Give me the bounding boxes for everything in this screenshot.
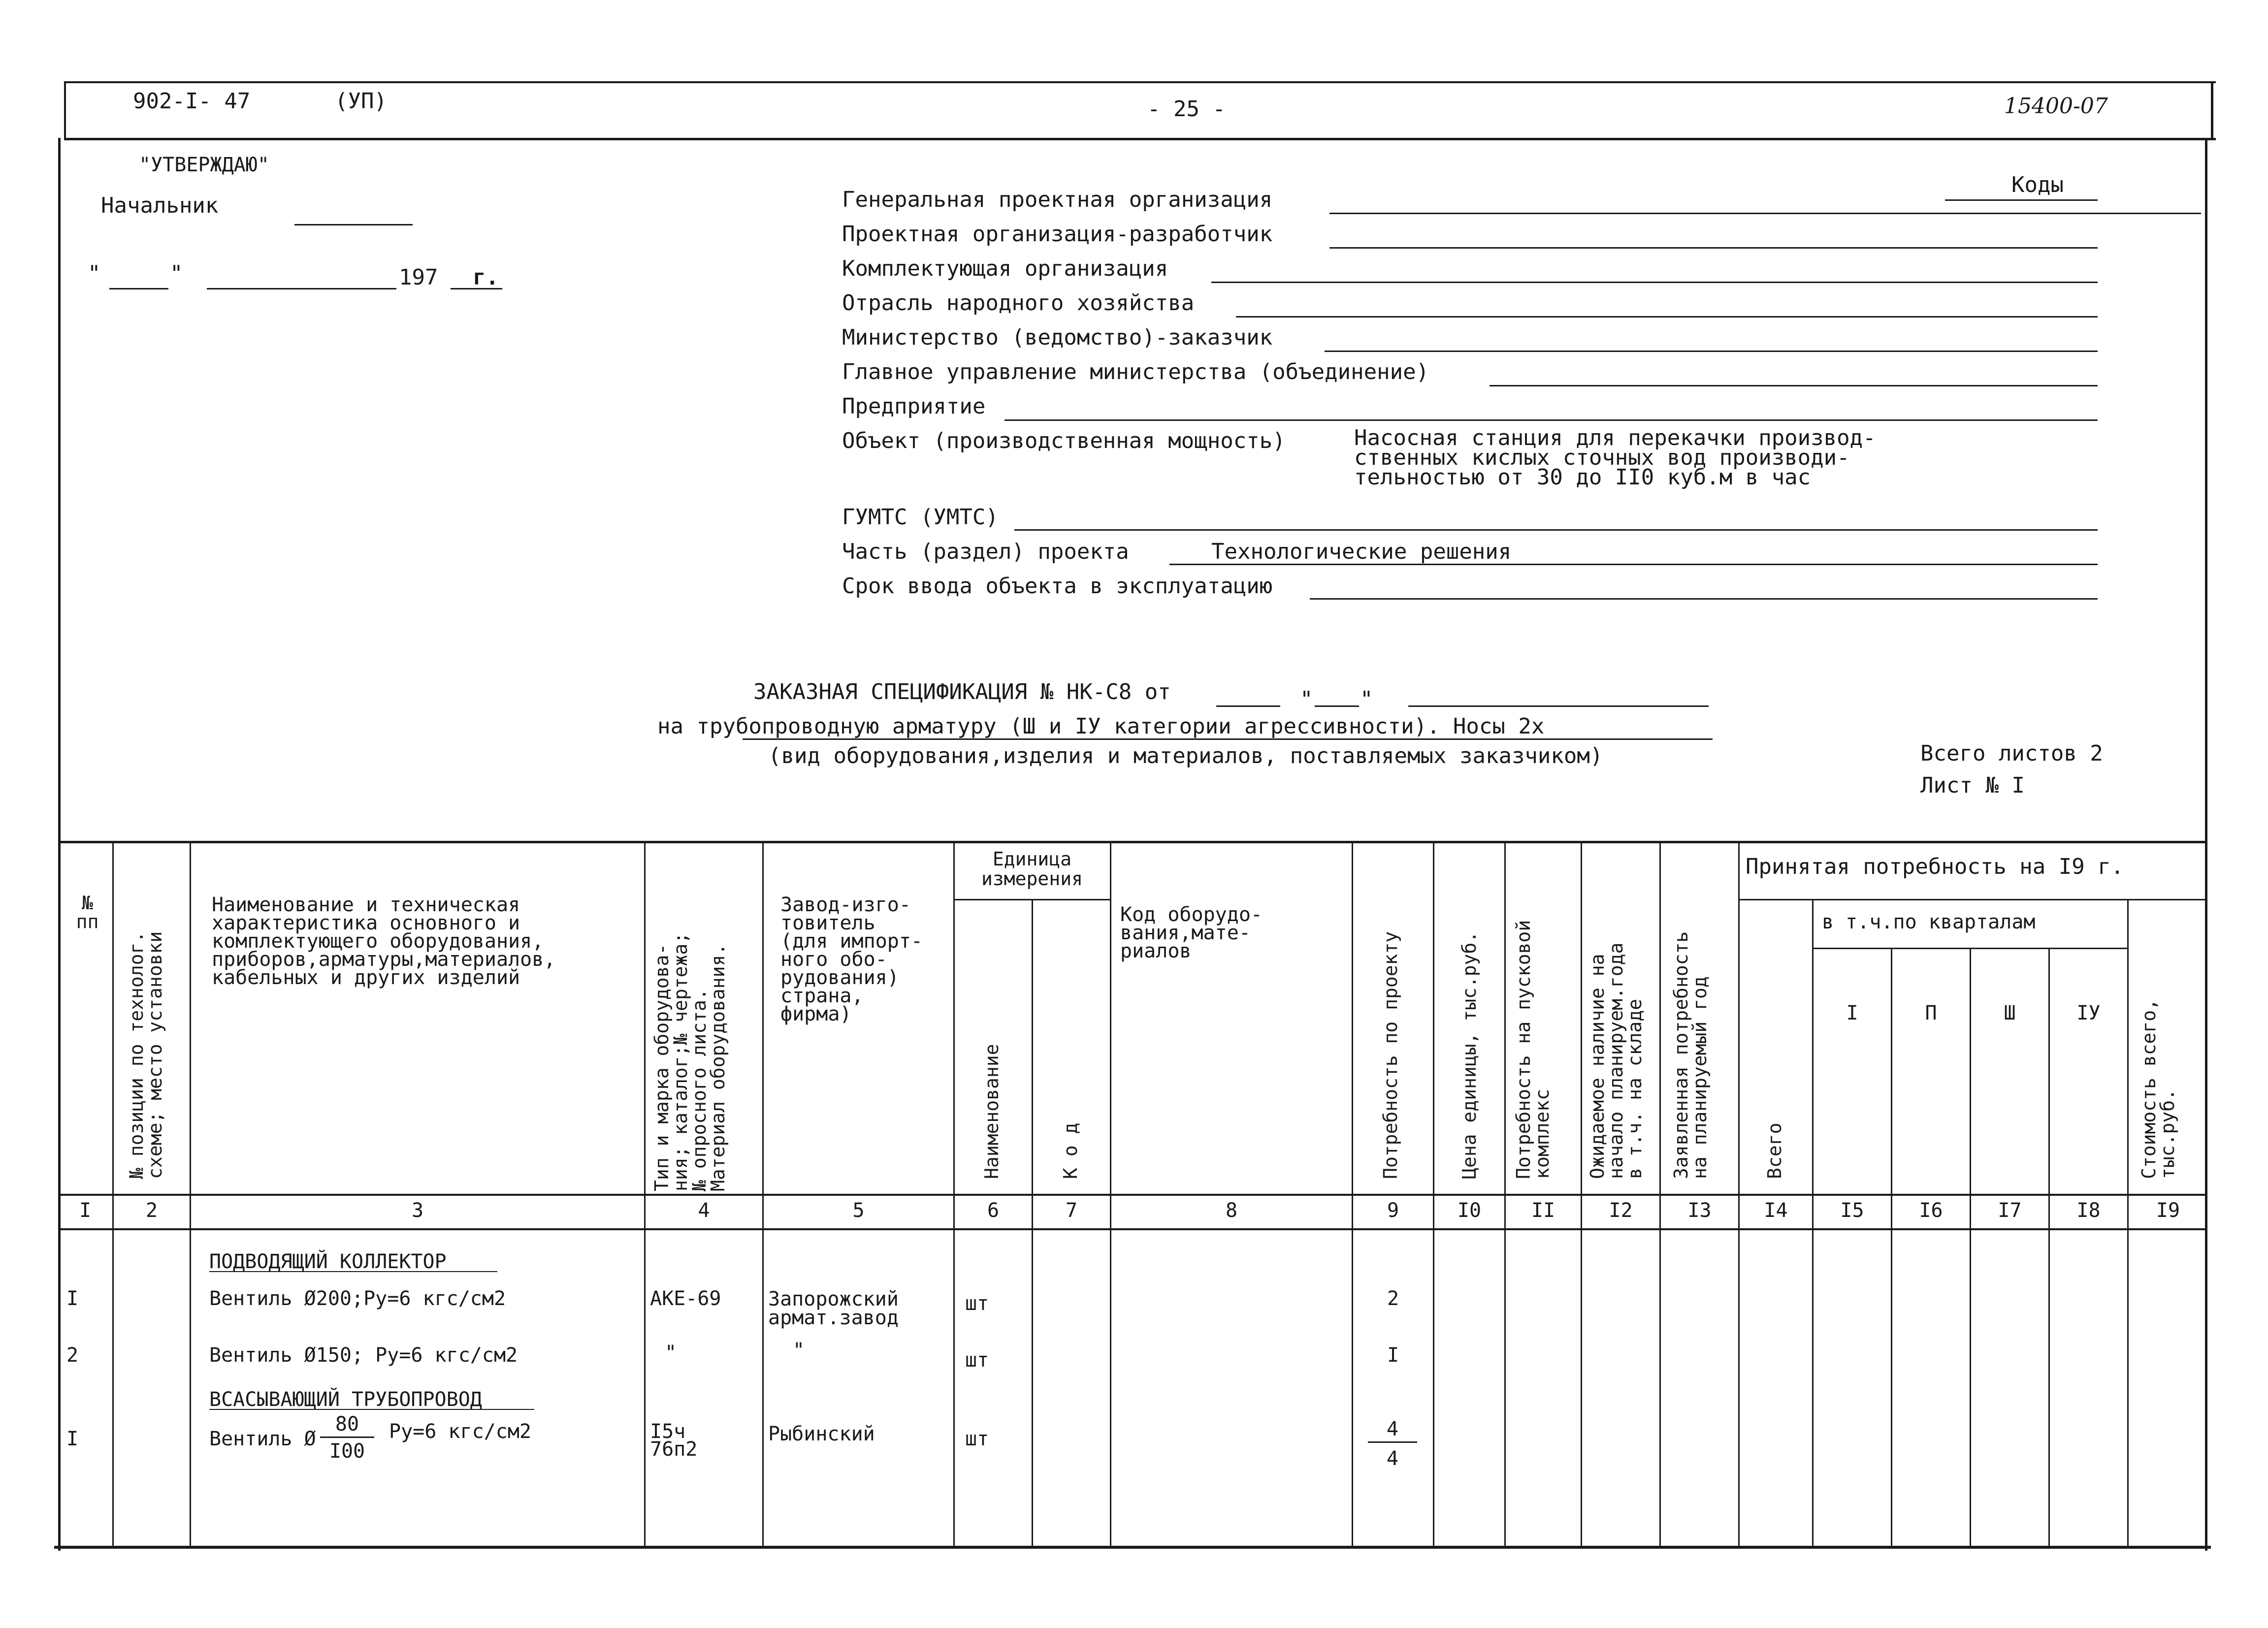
spec-subject: на трубопроводную арматуру (Ш и IУ категории агрессивности). Носы 2х: [657, 714, 1545, 739]
header-c9: Потребность по проекту: [1380, 931, 1401, 1179]
col-number-5: 5: [852, 1199, 865, 1222]
header-c8-line-3: риалов: [1120, 940, 1192, 962]
row-item-name-denominator: I00: [329, 1440, 365, 1463]
row-item-type: ": [665, 1341, 677, 1364]
header-unit-group-line-2: измерения: [981, 868, 1083, 890]
row-item-unit: шт: [965, 1349, 989, 1372]
spec-title: ЗАКАЗНАЯ СПЕЦИФИКАЦИЯ № НК-С8 от: [753, 679, 1171, 704]
col-number-15: I5: [1840, 1199, 1864, 1222]
row-item-name: Вентиль Ø200;Ру=6 кгс/см2: [209, 1287, 506, 1310]
row-number: I: [66, 1287, 79, 1310]
col-number-9: 9: [1387, 1199, 1399, 1222]
approval-quote-open: ": [88, 261, 101, 286]
section-header-inlet: ПОДВОДЯЩИЙ КОЛЛЕКТОР: [209, 1250, 447, 1273]
header-unit-group-line-1: Единица: [992, 848, 1072, 870]
row-item-maker-line-1: Запорожский: [768, 1288, 899, 1310]
col-number-3: 3: [411, 1199, 424, 1222]
sheet-code: 15400-07: [2004, 94, 2108, 119]
col-number-19: I9: [2156, 1199, 2180, 1222]
col-number-10: I0: [1457, 1199, 1482, 1222]
page-number: - 25 -: [1147, 96, 1226, 122]
header-q4: IУ: [2076, 1002, 2101, 1024]
header-c5-line-7: фирма): [780, 1003, 852, 1025]
row-item-maker: [768, 1290, 899, 1327]
approval-title: "УТВЕРЖДАЮ": [139, 154, 269, 176]
approval-quote-close: ": [170, 261, 183, 286]
col-number-11: II: [1531, 1199, 1555, 1222]
header-c19: Стоимость всего, тыс.руб.: [2138, 998, 2178, 1179]
deadline-label: Срок ввода объекта в эксплуатацию: [842, 574, 1273, 599]
col-number-4: 4: [698, 1199, 710, 1222]
col-number-7: 7: [1065, 1199, 1078, 1222]
header-c5-line-1: Завод-изго-: [780, 894, 911, 916]
section-header-suction: ВСАСЫВАЮЩИЙ ТРУБОПРОВОД: [209, 1388, 482, 1411]
header-c12: Ожидаемое наличие на начало планируем.года в т.ч. на складе: [1587, 942, 1646, 1179]
header-c14: Всего: [1764, 1122, 1785, 1179]
object-value-line-2: ственных кислых сточных вод производи-: [1354, 445, 1850, 470]
col-number-2: 2: [145, 1199, 158, 1222]
header-c1: № пп: [76, 892, 99, 932]
gumts-label: ГУМТС (УМТС): [842, 505, 999, 530]
header-q2: П: [1925, 1002, 1937, 1024]
col-number-18: I8: [2076, 1199, 2101, 1222]
codes-label: Коды: [2011, 172, 2064, 197]
col-number-13: I3: [1687, 1199, 1712, 1222]
row-item-maker-line-2: армат.завод: [768, 1307, 899, 1329]
row-item-name-prefix: Вентиль Ø: [209, 1428, 316, 1450]
approval-year-suffix: г.: [473, 265, 499, 290]
col-number-8: 8: [1225, 1199, 1238, 1222]
row-item-maker: ": [793, 1339, 805, 1362]
row-item-name: Вентиль Ø150; Ру=6 кгс/см2: [209, 1344, 518, 1367]
org-field-main-dept: Главное управление министерства (объединение): [842, 359, 1429, 384]
org-field-general: Генеральная проектная организация: [842, 187, 1273, 212]
object-label: Объект (производственная мощность): [842, 428, 1286, 453]
header-q3: Ш: [2004, 1002, 2016, 1024]
header-c3-line-3: комплектующего оборудования,: [212, 930, 544, 953]
header-c8-line-1: Код оборудо-: [1120, 903, 1263, 926]
object-value-line-3: тельностью от 30 до II0 куб.м в час: [1354, 465, 1811, 490]
header-c3-line-1: Наименование и техническая: [212, 894, 520, 916]
header-c5-line-6: страна,: [780, 985, 864, 1007]
row-item-need: 2: [1387, 1287, 1399, 1310]
row-item-name-suffix: Ру=6 кгс/см2: [389, 1420, 531, 1443]
row-item-need: I: [1387, 1344, 1399, 1367]
approval-year: 197: [399, 265, 438, 290]
header-accepted-group: Принятая потребность на I9 г.: [1746, 854, 2124, 879]
header-c8-line-2: вания,мате-: [1120, 922, 1251, 944]
header-c3-line-2: характеристика основного и: [212, 912, 520, 934]
col-number-6: 6: [987, 1199, 1000, 1222]
header-c3-line-4: приборов,арматуры,материалов,: [212, 948, 556, 971]
col-number-16: I6: [1919, 1199, 1943, 1222]
header-c5-line-4: ного обо-: [780, 948, 887, 971]
col-number-17: I7: [1998, 1199, 2022, 1222]
row-item-unit: шт: [965, 1292, 989, 1315]
object-value-line-1: Насосная станция для перекачки производ-: [1354, 425, 1876, 450]
org-field-industry: Отрасль народного хозяйства: [842, 290, 1195, 316]
header-c13: Заявленная потребность на планируемый год: [1670, 931, 1711, 1179]
project-part: (УП): [335, 89, 387, 114]
header-c3-line-5: кабельных и других изделий: [212, 966, 520, 989]
header-c5-line-5: рудования): [780, 966, 899, 989]
org-field-supplier: Комплектующая организация: [842, 256, 1168, 281]
header-c2: № позиции по технолог. схеме; место установки: [126, 931, 166, 1179]
header-c5: [780, 896, 923, 1023]
project-code: 902-I- 47: [133, 89, 251, 114]
spec-date-quote-close: ": [1360, 687, 1373, 712]
header-c4: Тип и марка оборудова- ния; каталог;№ чертежа; № опросного листа. Материал оборудования.: [651, 932, 729, 1191]
spec-subject-caption: (вид оборудования,изделия и материалов, поставляемых заказчиком): [768, 743, 1603, 768]
header-c3: [212, 896, 555, 987]
header-c10: Цена единицы, тыс.руб.: [1458, 931, 1480, 1179]
org-field-enterprise: Предприятие: [842, 394, 986, 419]
row-item-type-line-2: 76п2: [650, 1438, 698, 1461]
header-c8: [1120, 903, 1263, 962]
row-item-type: [650, 1420, 698, 1461]
header-q1: I: [1846, 1002, 1858, 1024]
org-field-developer: Проектная организация-разработчик: [842, 222, 1273, 247]
header-c11: Потребность на пусковой комплекс: [1513, 920, 1553, 1179]
sheet-number: Лист № I: [1920, 773, 2025, 798]
col-number-14: I4: [1764, 1199, 1788, 1222]
header-c5-line-3: (для импорт-: [780, 930, 923, 953]
row-item-name-numerator: 80: [335, 1413, 359, 1436]
header-c5-line-2: товитель: [780, 912, 875, 934]
col-number-1: I: [79, 1199, 92, 1222]
row-item-type-line-1: I5ч: [650, 1420, 686, 1443]
row-item-unit: шт: [965, 1428, 989, 1450]
total-sheets: Всего листов 2: [1920, 741, 2103, 766]
header-unit-group: [955, 849, 1109, 889]
approval-position: Начальник: [101, 193, 219, 218]
header-c6: Наименование: [981, 1044, 1003, 1179]
row-number: 2: [66, 1344, 79, 1367]
row-item-need-denominator: 4: [1386, 1447, 1399, 1470]
section-value: Технологические решения: [1211, 539, 1512, 564]
row-item-type: АКЕ-69: [650, 1287, 721, 1310]
row-item-maker: Рыбинский: [768, 1423, 875, 1445]
org-field-ministry: Министерство (ведомство)-заказчик: [842, 325, 1273, 350]
header-quarters-group: в т.ч.по кварталам: [1822, 911, 2036, 933]
section-label: Часть (раздел) проекта: [842, 539, 1129, 564]
object-value: [1354, 425, 1876, 490]
col-number-12: I2: [1609, 1199, 1633, 1222]
row-number: I: [66, 1428, 79, 1450]
header-c7: К о д: [1060, 1122, 1081, 1179]
row-item-need-numerator: 4: [1386, 1418, 1399, 1440]
spec-date-quote-open: ": [1300, 687, 1313, 712]
